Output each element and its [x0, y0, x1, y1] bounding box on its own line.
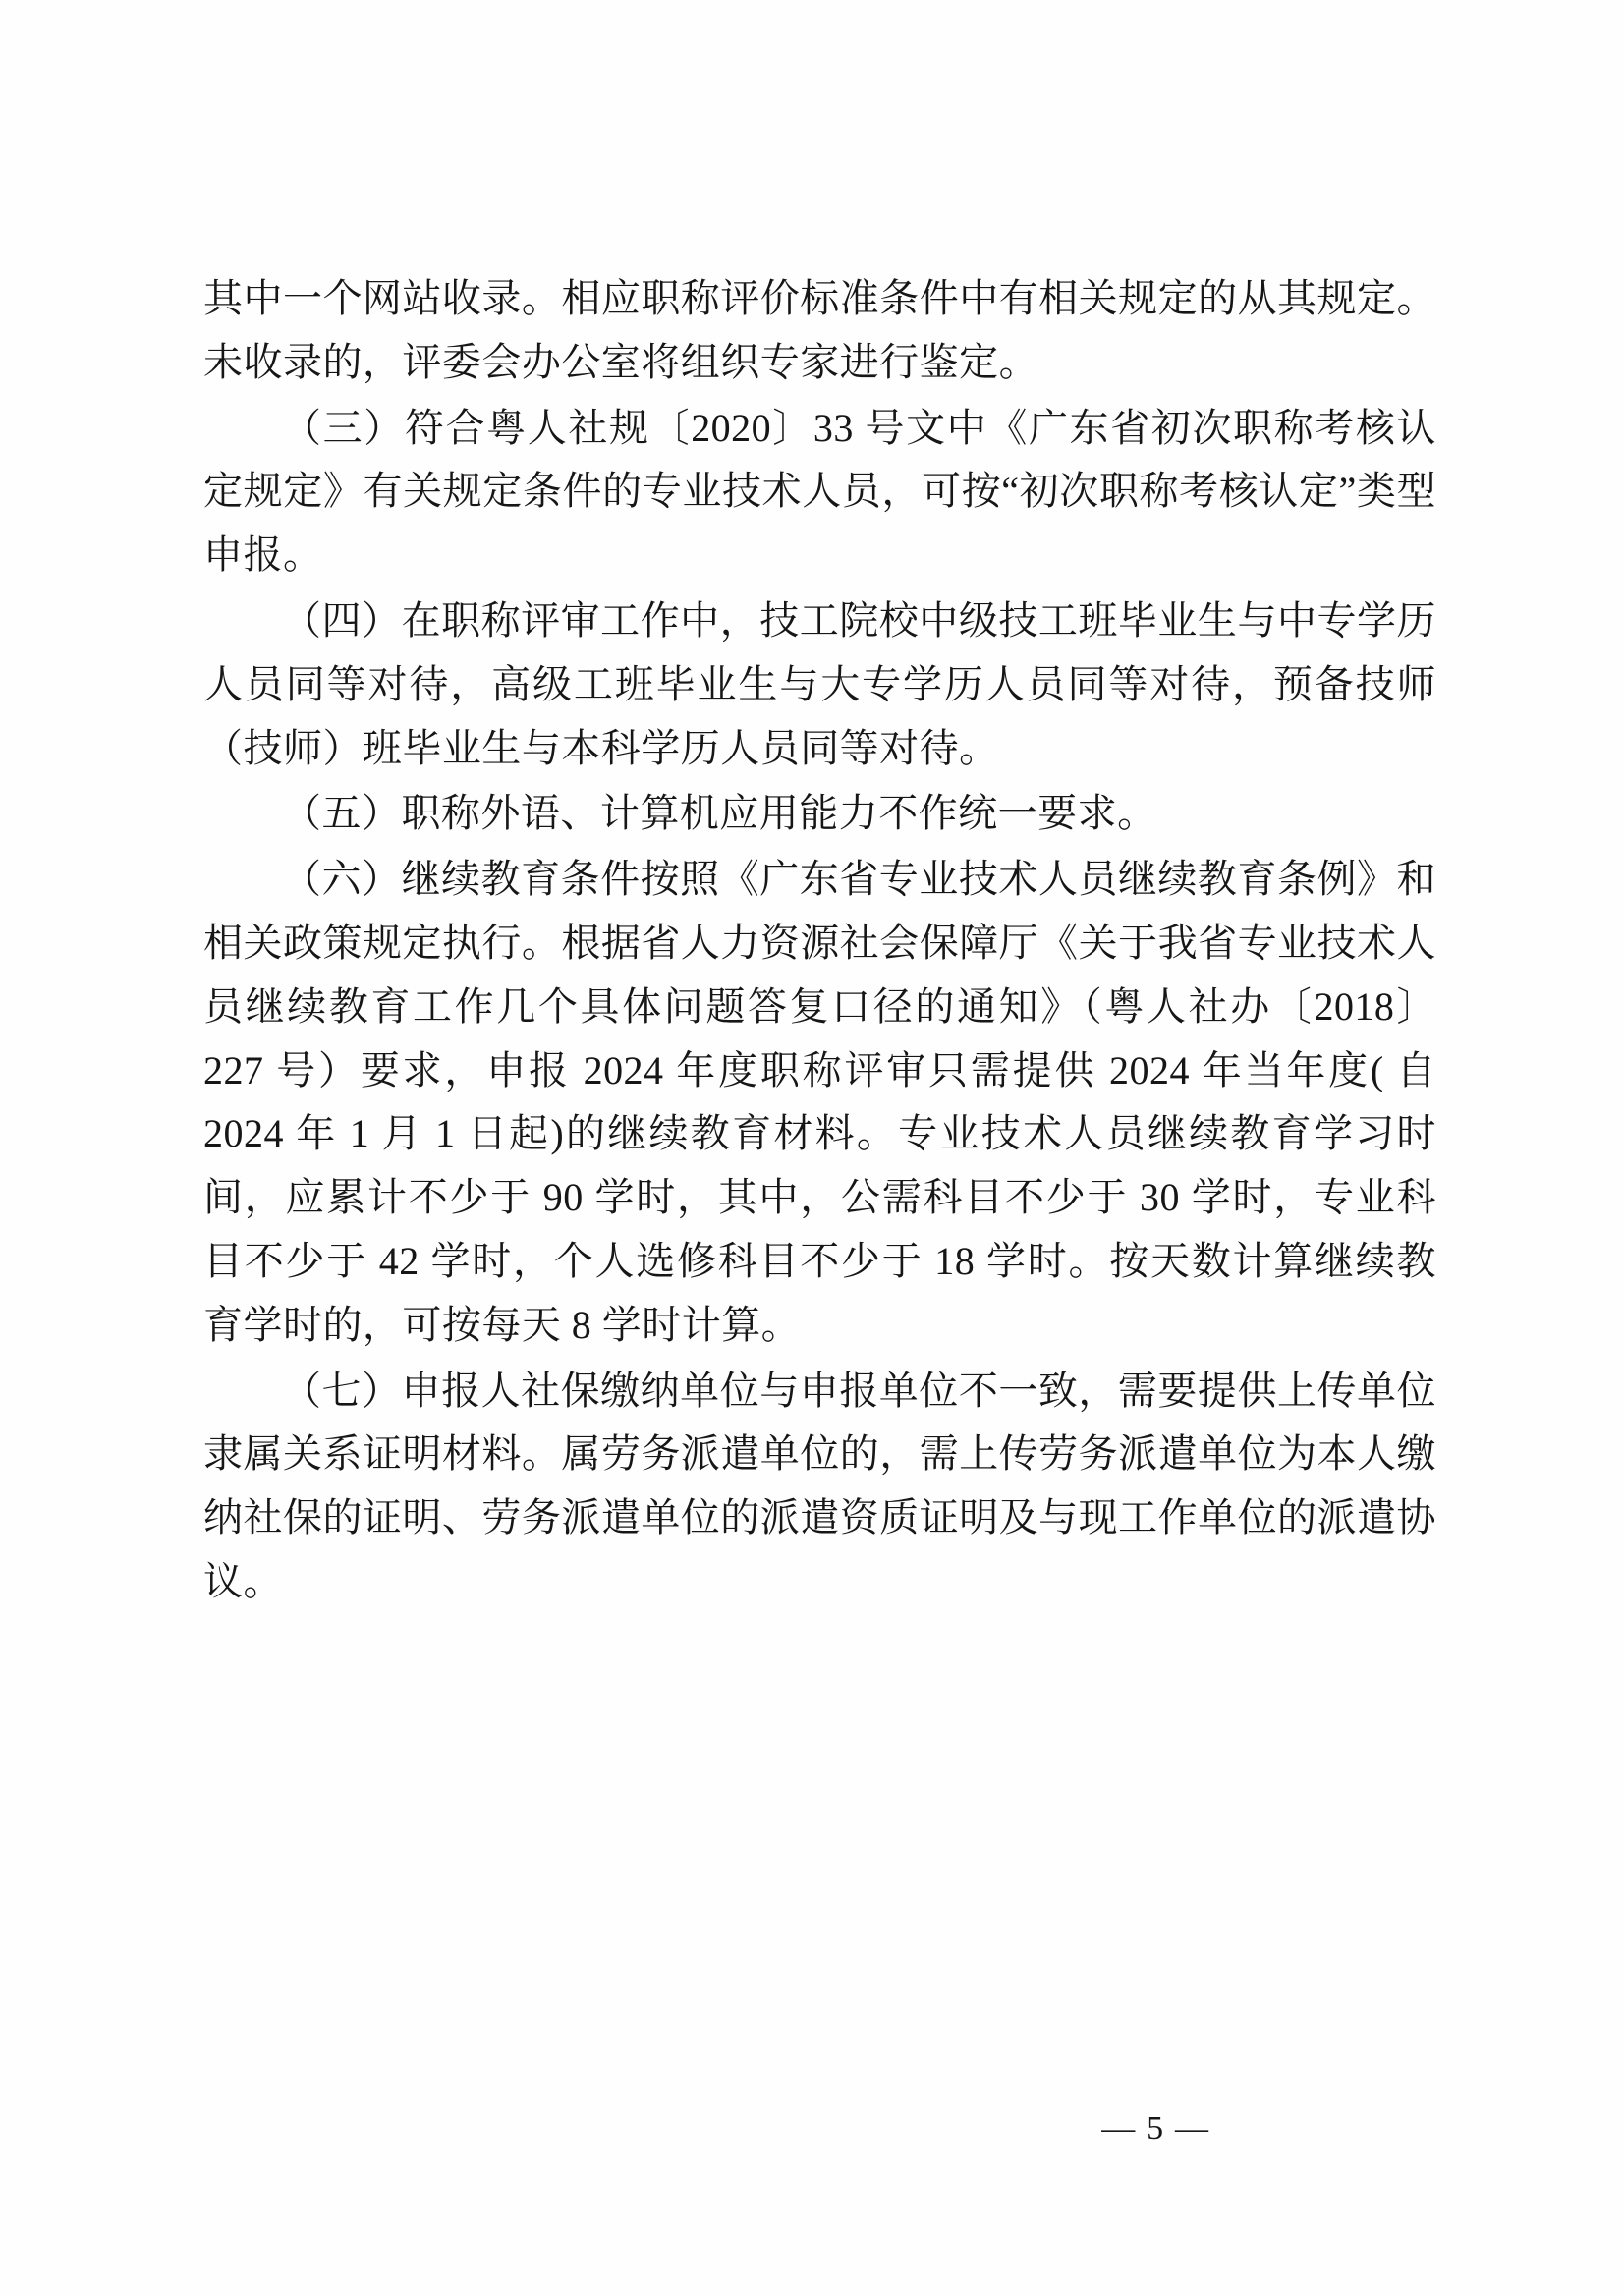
- paragraph-item-7: （七）申报人社保缴纳单位与申报单位不一致，需要提供上传单位隶属关系证明材料。属劳务派遣单位的，需上传劳务派遣单位为本人缴纳社保的证明、劳务派遣单位的派遣资质证明及与现工作单位的派遣协议。: [203, 1368, 1436, 1603]
- page-footer: [0, 2110, 1624, 2148]
- paragraph-item-6: （六）继续教育条件按照《广东省专业技术人员继续教育条例》和相关政策规定执行。根据省人力资源社会保障厅《关于我省专业技术人员继续教育工作几个具体问题答复口径的通知》（粤人社办〔2018〕227 号）要求，申报 2024 年度职称评审只需提供 2024 年当年度( 自 2024 年 1 月 1 日起)的继续教育材料。专业技术人员继续教育学习时间，应累计不少于 90 学时，其中，公需科目不少于 30 学时，专业科目不少于 42 学时，个人选修科目不少于 18 学时。按天数计算继续教育学时的，可按每天 8 学时计算。: [203, 857, 1436, 1347]
- document-body: [203, 267, 1436, 1616]
- page-number: — 5 —: [1101, 2110, 1210, 2147]
- paragraph-item-3: （三）符合粤人社规〔2020〕33 号文中《广东省初次职称考核认定规定》有关规定条件的专业技术人员，可按“初次职称考核认定”类型申报。: [203, 405, 1436, 578]
- paragraph-item-4: （四）在职称评审工作中，技工院校中级技工班毕业生与中专学历人员同等对待，高级工班毕业生与大专学历人员同等对待，预备技师（技师）班毕业生与本科学历人员同等对待。: [203, 597, 1436, 770]
- paragraph-continued: 其中一个网站收录。相应职称评价标准条件中有相关规定的从其规定。未收录的，评委会办公室将组织专家进行鉴定。: [203, 276, 1436, 384]
- paragraph-item-5: （五）职称外语、计算机应用能力不作统一要求。: [282, 791, 1157, 836]
